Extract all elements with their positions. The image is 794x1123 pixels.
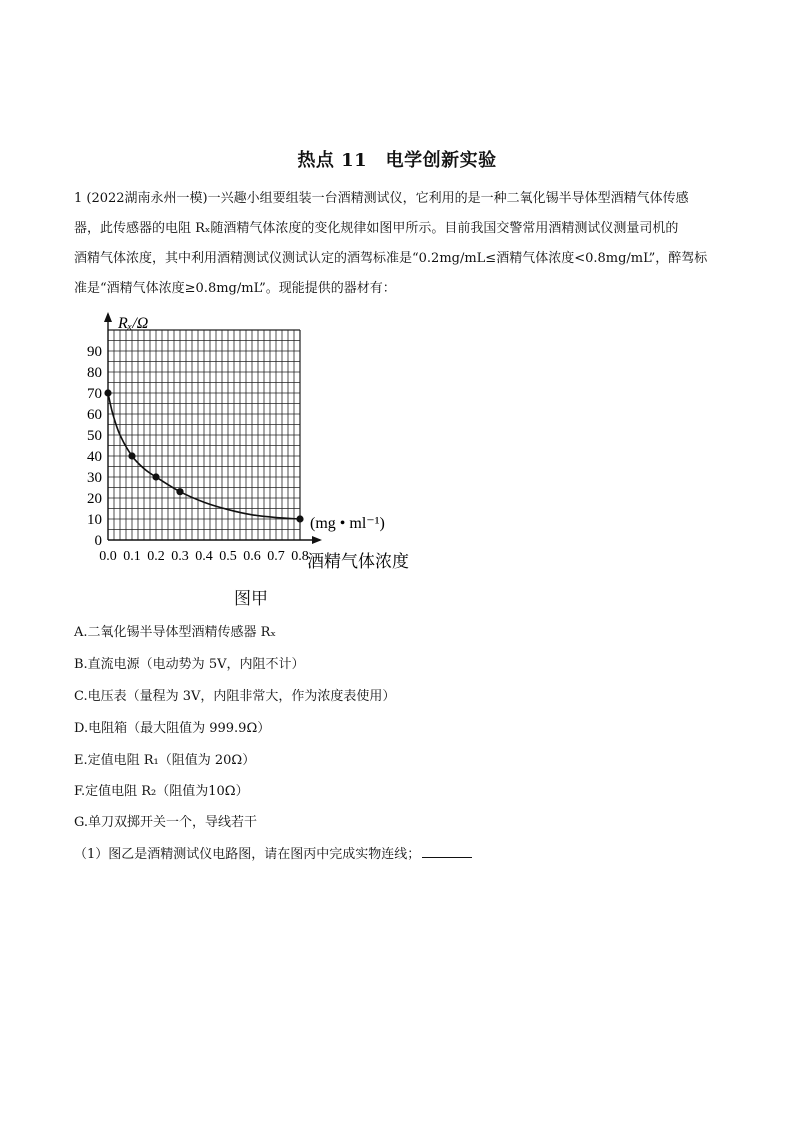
y-tick-label: 70	[87, 386, 102, 402]
intro-line: 准是“酒精气体浓度≥0.8mg/mL”。现能提供的器材有：	[74, 281, 396, 296]
x-tick-label: 0.6	[243, 549, 261, 564]
y-tick-label: 40	[87, 449, 102, 465]
y-tick-label: 50	[87, 428, 102, 444]
item-f: F.定值电阻 R₂（阻值为10Ω）	[74, 784, 249, 799]
item-b: B.直流电源（电动势为 5V，内阻不计）	[74, 657, 305, 672]
x-tick-label: 0.2	[147, 549, 165, 564]
item-d: D.电阻箱（最大阻值为 999.9Ω）	[74, 721, 271, 736]
data-point	[104, 389, 111, 396]
resistance-concentration-chart	[80, 306, 440, 576]
figure-jia	[80, 306, 440, 580]
item-g: G.单刀双掷开关一个，导线若干	[74, 815, 258, 830]
x-axis-arrow	[312, 536, 322, 544]
intro-line: 酒精气体浓度，其中利用酒精测试仪测试认定的酒驾标准是“0.2mg/mL≤酒精气体浓度<0.8mg/mL”，醉驾标	[74, 251, 708, 266]
intro-line: 1 (2022湖南永州一模)一兴趣小组要组装一台酒精测试仪，它利用的是一种二氧化锡半导体型酒精气体传感	[74, 191, 689, 206]
y-axis-arrow	[104, 312, 112, 322]
y-tick-label: 10	[87, 512, 102, 528]
x-axis-unit: (mg • ml⁻¹)	[310, 515, 385, 532]
intro-paragraph	[74, 184, 720, 304]
x-tick-label: 0.0	[99, 549, 117, 564]
question-1	[74, 843, 472, 862]
page-title: 热点 11 电学创新实验	[297, 150, 497, 171]
y-axis-label: Rₓ/Ω	[118, 315, 149, 332]
question-1-text: （1）图乙是酒精测试仪电路图，请在图丙中完成实物连线；	[74, 847, 421, 862]
x-tick-label: 0.1	[123, 549, 141, 564]
y-tick-label: 20	[87, 491, 102, 507]
chart-axes	[104, 312, 322, 544]
data-point	[128, 452, 135, 459]
item-a: A.二氧化锡半导体型酒精传感器 Rₓ	[74, 625, 276, 640]
y-tick-label: 60	[87, 407, 102, 423]
x-tick-label: 0.7	[267, 549, 285, 564]
answer-blank	[422, 845, 472, 858]
y-tick-label: 0	[94, 533, 102, 549]
data-point	[296, 515, 303, 522]
data-point	[152, 473, 159, 480]
intro-line: 器，此传感器的电阻 Rₓ随酒精气体浓度的变化规律如图甲所示。目前我国交警常用酒精测试仪测量司机的	[74, 221, 679, 236]
x-tick-label: 0.8	[291, 549, 309, 564]
x-tick-label: 0.4	[195, 549, 213, 564]
x-tick-label: 0.3	[171, 549, 189, 564]
x-axis-label: 酒精气体浓度	[307, 552, 409, 571]
data-point	[176, 488, 183, 495]
y-tick-label: 30	[87, 470, 102, 486]
y-tick-label: 80	[87, 365, 102, 381]
y-tick-label: 90	[87, 344, 102, 360]
item-c: C.电压表（量程为 3V，内阻非常大，作为浓度表使用）	[74, 689, 396, 704]
item-e: E.定值电阻 R₁（阻值为 20Ω）	[74, 753, 256, 768]
x-tick-label: 0.5	[219, 549, 237, 564]
figure-caption: 图甲	[234, 589, 268, 609]
chart-grid	[108, 330, 300, 540]
